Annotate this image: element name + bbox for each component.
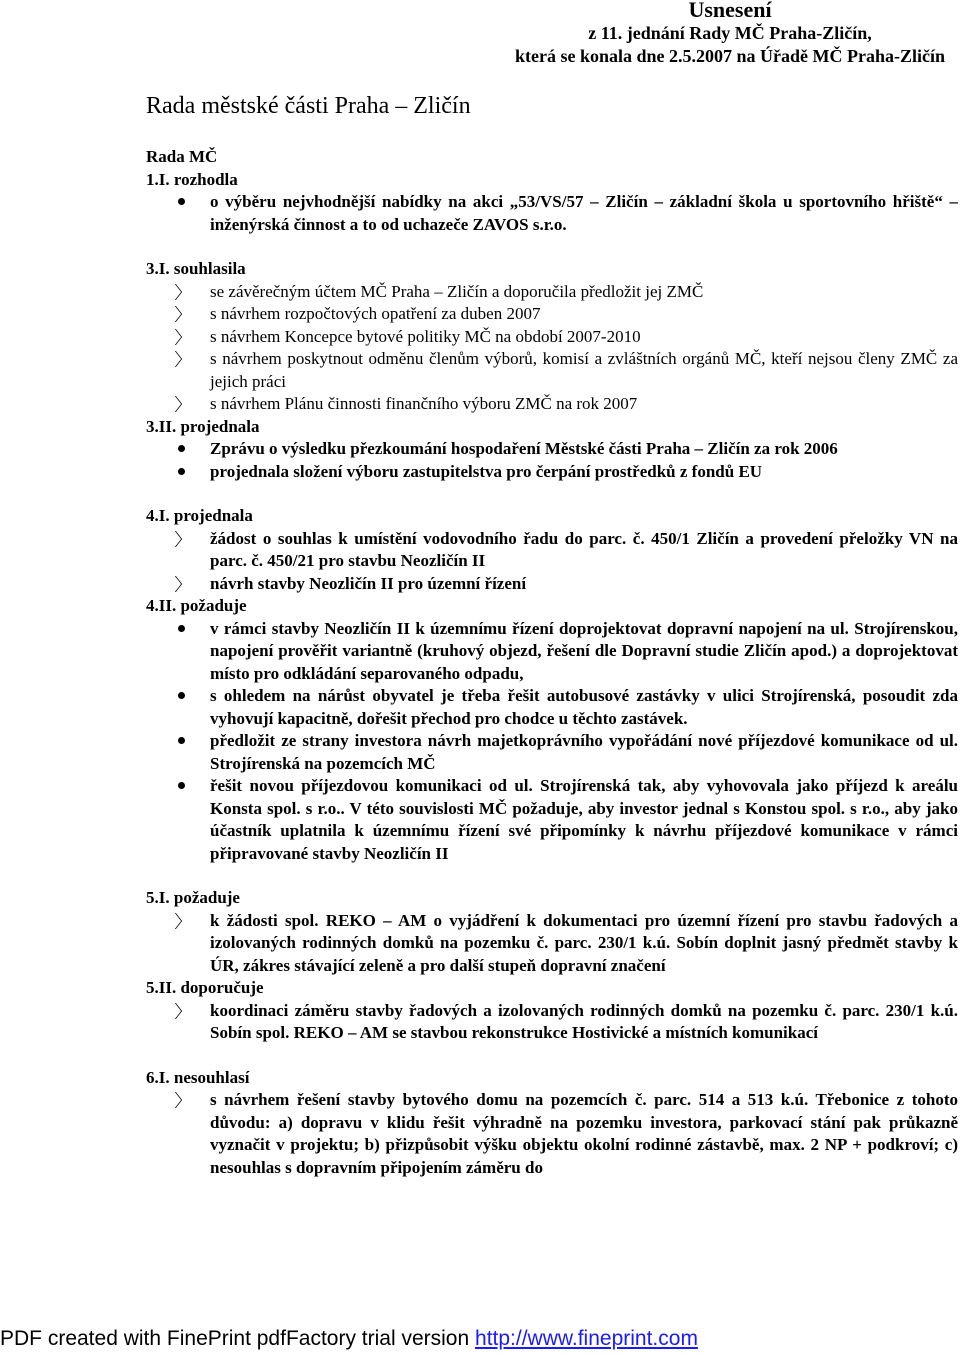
resolution-item: [146, 438, 958, 461]
meeting-date-line: která se konala dne 2.5.2007 na Úřadě MČ Praha-Zličín: [515, 46, 945, 66]
bullet-icon: [174, 618, 194, 640]
section-heading: 4.I. projednala: [146, 506, 253, 525]
bullet-icon: [174, 685, 194, 707]
item-text: s návrhem Koncepce bytové politiky MČ na období 2007-2010: [210, 326, 641, 346]
arrow-bullet-icon: [174, 573, 194, 595]
section-heading: 4.II. požaduje: [146, 596, 247, 615]
footer-link[interactable]: http://www.fineprint.com: [475, 1327, 698, 1350]
item-text: projednala složení výboru zastupitelstva pro čerpání prostředků z fondů EU: [210, 461, 763, 481]
resolution-item: [146, 618, 958, 686]
arrow-bullet-icon: [174, 528, 194, 550]
section-heading: Rada MČ: [146, 147, 218, 166]
resolution-item: [146, 730, 958, 775]
item-text: o výběru nejvhodnější nabídky na akci „53/VS/57 – Zličín – základní škola u sportovního hřiště“ – inženýrská činnost a to od uchazeče ZAVOS s.r.o.: [210, 192, 958, 234]
section-heading: 5.I. požaduje: [146, 888, 240, 907]
arrow-bullet-icon: [174, 326, 194, 348]
resolution-title: Usnesení: [688, 0, 772, 22]
resolution-item: [146, 1089, 958, 1179]
item-text: Zprávu o výsledku přezkoumání hospodaření Městské části Praha – Zličín za rok 2006: [210, 439, 838, 458]
item-text: s návrhem Plánu činnosti finančního výboru ZMČ na rok 2007: [210, 394, 638, 413]
resolution-item: [146, 393, 958, 416]
item-text: návrh stavby Neozličín II pro územní řízení: [210, 573, 527, 593]
resolution-item: [146, 326, 958, 349]
bullet-icon: [174, 730, 194, 752]
item-text: koordinaci záměru stavby řadových a izolovaných rodinných domků na pozemku č. parc. 230/1 k.ú. Sobín spol. REKO – AM se stavbou rekonstrukce Hostivické a místních komunikací: [210, 1000, 958, 1042]
item-text: žádost o souhlas k umístění vodovodního řadu do parc. č. 450/1 Zličín a provedení přeložky VN na parc. č. 450/21 pro stavbu Neozličín II: [210, 528, 958, 570]
item-text: s ohledem na nárůst obyvatel je třeba řešit autobusové zastávky v ulici Strojírenská, posoudit zda vyhovují kapacitně, dořešit přechod pro chodce u těchto zastávek.: [210, 686, 958, 728]
bullet-icon: [174, 438, 194, 460]
arrow-bullet-icon: [174, 1089, 194, 1111]
item-text: s návrhem poskytnout odměnu členům výborů, komisí a zvláštních orgánů MČ, kteří nejsou členy ZMČ za jejich práci: [210, 349, 958, 391]
resolution-item: [146, 910, 958, 978]
section-heading: 5.II. doporučuje: [146, 978, 264, 997]
resolution-item: [146, 303, 958, 326]
item-text: v rámci stavby Neozličín II k územnímu řízení doprojektovat dopravní napojení na ul. Strojírenskou, napojení prověřit variantně (kruhový objezd, řešení dle Dopravní studie Zličín apod.) a doprojektovat místo pro odkládání separovaného odpadu,: [210, 618, 958, 683]
resolution-item: [146, 573, 958, 596]
arrow-bullet-icon: [174, 910, 194, 932]
resolution-item: [146, 281, 958, 304]
resolution-body: [146, 146, 958, 1179]
item-text: s návrhem řešení stavby bytového domu na pozemcích č. parc. 514 a 513 k.ú. Třebonice z tohoto důvodu: a) dopravu v klidu řešit výhradně na pozemku investora, parkovací stání pak průkazně vyznačit v projektu; b) přizpůsobit výšku objektu okolní rodinné zástavbě, max. 2 NP + podkroví; c) nesouhlas s dopravním připojením záměru do: [210, 1090, 958, 1177]
item-text: řešit novou příjezdovou komunikaci od ul. Strojírenská tak, aby vyhovovala jako příjezd k areálu Konsta spol. s r.o.. V této souvislosti MČ požaduje, aby investor jednal s Konstou spol. s r.o., aby jako účastník uplatnila k územnímu řízení své připomínky k návrhu příjezdové komunikace v rámci připravované stavby Neozličín II: [210, 776, 958, 863]
resolution-item: [146, 1000, 958, 1045]
resolution-header: [500, 0, 960, 68]
bullet-icon: [174, 461, 194, 483]
arrow-bullet-icon: [174, 303, 194, 325]
organization-name: Rada městské části Praha – Zličín: [146, 93, 471, 119]
section-spacer: [146, 865, 958, 887]
item-text: se závěrečným účtem MČ Praha – Zličín a doporučila předložit jej ZMČ: [210, 281, 704, 301]
resolution-item: [146, 528, 958, 573]
resolution-item: [146, 191, 958, 236]
arrow-bullet-icon: [174, 1000, 194, 1022]
resolution-item: [146, 348, 958, 393]
arrow-bullet-icon: [174, 348, 194, 370]
section-heading: 6.I. nesouhlasí: [146, 1067, 250, 1087]
bullet-icon: [174, 191, 194, 213]
section-spacer: [146, 483, 958, 505]
item-text: k žádosti spol. REKO – AM o vyjádření k dokumentaci pro územní řízení pro stavbu řadových a izolovaných rodinných domků na pozemku č. parc. 230/1 k.ú. Sobín doplnit jasný předmět stavby k ÚR, zákres stávající zeleně a pro další stupeň dopravní značení: [210, 910, 958, 975]
bullet-icon: [174, 775, 194, 797]
item-text: předložit ze strany investora návrh majetkoprávního vypořádání nové příjezdové komunikace od ul. Strojírenská na pozemcích MČ: [210, 731, 958, 773]
section-heading: 1.I. rozhodla: [146, 169, 238, 189]
item-text: s návrhem rozpočtových opatření za duben 2007: [210, 304, 541, 323]
section-spacer: [146, 236, 958, 258]
section-spacer: [146, 1045, 958, 1067]
meeting-line: z 11. jednání Rady MČ Praha-Zličín,: [588, 23, 872, 43]
resolution-item: [146, 685, 958, 730]
arrow-bullet-icon: [174, 281, 194, 303]
resolution-item: [146, 775, 958, 865]
arrow-bullet-icon: [174, 393, 194, 415]
section-heading: 3.I. souhlasila: [146, 259, 246, 278]
section-heading: 3.II. projednala: [146, 416, 260, 436]
resolution-item: [146, 461, 958, 484]
pdf-footer: [0, 1326, 698, 1352]
footer-text: PDF created with FinePrint pdfFactory trial version: [0, 1327, 476, 1350]
